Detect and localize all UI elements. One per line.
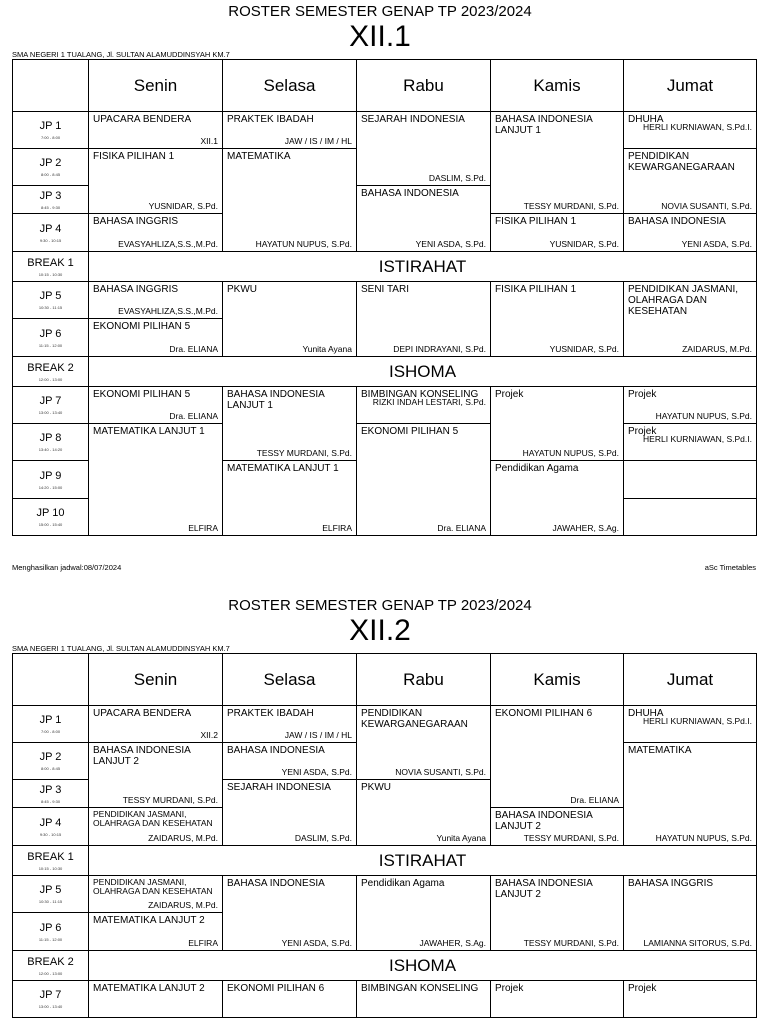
period-jp-1 xyxy=(13,706,89,743)
period-label: JP 4 xyxy=(39,222,62,235)
lesson-teacher: TESSY MURDANI, S.Pd. xyxy=(122,795,218,805)
lesson-cell xyxy=(491,808,624,846)
lesson-subject: BAHASA INDONESIA LANJUT 1 xyxy=(227,389,325,411)
lesson-teacher: Dra. ELIANA xyxy=(169,411,218,421)
lesson-cell xyxy=(223,149,357,252)
day-header-jumat: Jumat xyxy=(624,60,757,112)
day-header-rabu: Rabu xyxy=(357,654,491,706)
lesson-teacher: HAYATUN NUPUS, S.Pd. xyxy=(655,411,752,421)
header-corner xyxy=(13,654,89,706)
lesson-teacher: JAWAHER, S.Ag. xyxy=(419,938,486,948)
lesson-cell xyxy=(624,424,757,461)
class-name: XII.2 xyxy=(349,614,411,647)
lesson-subject: Projek xyxy=(495,389,524,400)
lesson-subject: FISIKA PILIHAN 1 xyxy=(495,216,577,227)
period-label: JP 2 xyxy=(39,157,62,169)
lesson-cell xyxy=(624,461,757,499)
lesson-cell xyxy=(624,743,757,846)
period-time: 12:00 - 13:00 xyxy=(38,376,63,382)
lesson-subject: Pendidikan Agama xyxy=(361,878,445,889)
lesson-subject: FISIKA PILIHAN 1 xyxy=(93,151,175,162)
timetable-grid xyxy=(12,59,757,536)
lesson-teacher: ZAIDARUS, M.Pd. xyxy=(148,900,218,910)
lesson-teacher: YENI ASDA, S.Pd. xyxy=(281,767,352,777)
lesson-cell xyxy=(357,981,491,1018)
lesson-cell xyxy=(491,214,624,252)
lesson-cell xyxy=(89,319,223,357)
lesson-subject: EKONOMI PILIHAN 5 xyxy=(93,389,191,400)
lesson-subject: MATEMATIKA LANJUT 1 xyxy=(227,463,339,474)
lesson-teacher: HERLI KURNIAWAN, S.Pd.I. xyxy=(643,122,752,132)
period-label: JP 7 xyxy=(39,395,62,407)
lesson-subject: PENDIDIKAN JASMANI, OLAHRAGA DAN KESEHATAN xyxy=(93,877,213,896)
lesson-cell xyxy=(491,876,624,951)
period-jp-2 xyxy=(13,743,89,780)
lesson-cell xyxy=(491,706,624,808)
lesson-cell xyxy=(89,424,223,536)
lesson-teacher: XII.1 xyxy=(200,136,218,146)
period-label: JP 7 xyxy=(39,989,62,1001)
generated-date: Menghasilkan jadwal:08/07/2024 xyxy=(12,563,122,572)
lesson-teacher: YENI ASDA, S.Pd. xyxy=(415,239,486,249)
lesson-teacher: YUSNIDAR, S.Pd. xyxy=(148,201,218,211)
lesson-cell xyxy=(624,499,757,536)
period-label: JP 1 xyxy=(39,120,62,132)
lesson-teacher: ZAIDARUS, M.Pd. xyxy=(148,833,218,843)
lesson-cell xyxy=(357,780,491,846)
period-time: 11:15 - 12:00 xyxy=(38,342,63,348)
period-label: JP 2 xyxy=(39,751,62,763)
lesson-cell xyxy=(89,706,223,743)
lesson-subject: BAHASA INGGRIS xyxy=(628,878,714,889)
break-row: ISTIRAHAT xyxy=(89,846,757,876)
lesson-cell xyxy=(357,186,491,252)
lesson-subject: EKONOMI PILIHAN 6 xyxy=(227,983,325,994)
day-header-rabu: Rabu xyxy=(357,60,491,112)
lesson-cell xyxy=(491,981,624,1018)
lesson-teacher: EVASYAHLIZA,S.S.,M.Pd. xyxy=(118,306,218,316)
lesson-subject: DHUHA xyxy=(628,114,664,125)
lesson-subject: UPACARA BENDERA xyxy=(93,708,192,719)
lesson-cell xyxy=(624,876,757,951)
lesson-subject: BAHASA INDONESIA LANJUT 2 xyxy=(93,745,191,767)
lesson-cell xyxy=(223,112,357,149)
lesson-subject: BAHASA INGGRIS xyxy=(93,216,179,227)
lesson-cell xyxy=(89,282,223,319)
lesson-teacher: HAYATUN NUPUS, S.Pd. xyxy=(522,448,619,458)
lesson-cell xyxy=(89,112,223,149)
lesson-subject: PRAKTEK IBADAH xyxy=(227,114,314,125)
lesson-teacher: ELFIRA xyxy=(322,523,352,533)
lesson-teacher: YUSNIDAR, S.Pd. xyxy=(549,239,619,249)
lesson-subject: PKWU xyxy=(227,284,257,295)
period-time: 10:15 - 10:30 xyxy=(38,865,63,871)
day-header-senin: Senin xyxy=(89,654,223,706)
lesson-subject: BAHASA INDONESIA LANJUT 2 xyxy=(495,878,593,900)
period-label: JP 4 xyxy=(39,816,62,829)
period-label: JP 8 xyxy=(39,432,62,444)
school-name: SMA NEGERI 1 TUALANG, Jl. SULTAN ALAMUDDINSYAH KM.7 xyxy=(12,50,230,59)
lesson-subject: BAHASA INGGRIS xyxy=(93,284,179,295)
lesson-teacher: DEPI INDRAYANI, S.Pd. xyxy=(393,344,486,354)
lesson-teacher: Dra. ELIANA xyxy=(169,344,218,354)
lesson-teacher: RIZKI INDAH LESTARI, S.Pd. xyxy=(372,397,486,407)
lesson-cell xyxy=(491,387,624,461)
lesson-cell xyxy=(89,913,223,951)
lesson-cell xyxy=(89,743,223,808)
lesson-subject: PENDIDIKAN JASMANI, OLAHRAGA DAN KESEHATAN xyxy=(628,284,739,317)
lesson-cell xyxy=(624,282,757,357)
lesson-subject: SEJARAH INDONESIA xyxy=(361,114,465,125)
day-header-selasa: Selasa xyxy=(223,60,357,112)
lesson-subject: SEJARAH INDONESIA xyxy=(227,782,331,793)
period-jp-10 xyxy=(13,499,89,536)
lesson-subject: BAHASA INDONESIA xyxy=(361,188,459,199)
roster-title: ROSTER SEMESTER GENAP TP 2023/2024 xyxy=(228,597,532,614)
day-header-kamis: Kamis xyxy=(491,654,624,706)
lesson-teacher: Yunita Ayana xyxy=(302,344,352,354)
class-name: XII.1 xyxy=(349,20,411,53)
lesson-subject: Projek xyxy=(628,389,657,400)
lesson-teacher: ZAIDARUS, M.Pd. xyxy=(682,344,752,354)
lesson-teacher: LAMIANNA SITORUS, S.Pd. xyxy=(643,938,752,948)
lesson-teacher: TESSY MURDANI, S.Pd. xyxy=(523,938,619,948)
period-time: 13:40 - 14:20 xyxy=(38,447,63,452)
lesson-subject: MATEMATIKA xyxy=(227,151,291,162)
period-time: 13:00 - 13:40 xyxy=(38,410,63,415)
lesson-cell xyxy=(89,876,223,913)
period-time: 8:00 - 8:45 xyxy=(40,766,61,771)
lesson-cell xyxy=(491,112,624,214)
lesson-subject: MATEMATIKA LANJUT 2 xyxy=(93,915,205,926)
period-label: JP 3 xyxy=(39,189,62,202)
lesson-teacher: HAYATUN NUPUS, S.Pd. xyxy=(255,239,352,249)
period-time: 12:00 - 13:00 xyxy=(38,970,63,976)
lesson-cell xyxy=(89,149,223,214)
period-break-1 xyxy=(13,252,89,282)
lesson-teacher: XII.2 xyxy=(200,730,218,740)
period-jp-8 xyxy=(13,424,89,461)
lesson-cell xyxy=(89,387,223,424)
period-time: 8:45 - 9:30 xyxy=(40,798,61,804)
lesson-cell xyxy=(357,282,491,357)
lesson-teacher: JAWAHER, S.Ag. xyxy=(552,523,619,533)
lesson-cell xyxy=(223,981,357,1018)
lesson-cell xyxy=(89,214,223,252)
period-time: 10:15 - 10:30 xyxy=(38,271,63,277)
lesson-cell xyxy=(223,706,357,743)
lesson-subject: MATEMATIKA LANJUT 2 xyxy=(93,983,205,994)
lesson-teacher: ELFIRA xyxy=(188,938,218,948)
lesson-teacher: NOVIA SUSANTI, S.Pd. xyxy=(661,201,752,211)
period-jp-1 xyxy=(13,112,89,149)
lesson-cell xyxy=(223,387,357,461)
lesson-teacher: ELFIRA xyxy=(188,523,218,533)
lesson-teacher: DASLIM, S.Pd. xyxy=(294,833,352,843)
period-break-2 xyxy=(13,357,89,387)
lesson-teacher: DASLIM, S.Pd. xyxy=(428,173,486,183)
period-time: 7:00 - 8:00 xyxy=(40,135,61,140)
lesson-cell xyxy=(89,808,223,846)
roster-xii-2 xyxy=(0,594,768,1024)
lesson-subject: BAHASA INDONESIA xyxy=(227,878,325,889)
period-jp-9 xyxy=(13,461,89,499)
period-time: 15:00 - 15:40 xyxy=(38,522,63,527)
lesson-subject: PKWU xyxy=(361,782,391,793)
period-jp-7 xyxy=(13,981,89,1018)
lesson-cell xyxy=(89,981,223,1018)
lesson-subject: PENDIDIKAN KEWARGANEGARAAN xyxy=(628,151,735,173)
lesson-cell xyxy=(357,876,491,951)
lesson-teacher: YUSNIDAR, S.Pd. xyxy=(549,344,619,354)
period-label: BREAK 2 xyxy=(27,955,74,968)
period-jp-4 xyxy=(13,214,89,252)
lesson-subject: BAHASA INDONESIA LANJUT 1 xyxy=(495,114,593,136)
break-row: ISHOMA xyxy=(89,951,757,981)
lesson-cell xyxy=(357,424,491,536)
period-label: JP 5 xyxy=(39,290,62,302)
asc-credit: aSc Timetables xyxy=(704,563,756,572)
lesson-subject: Projek xyxy=(628,983,657,994)
lesson-teacher: YENI ASDA, S.Pd. xyxy=(681,239,752,249)
lesson-teacher: HAYATUN NUPUS, S.Pd. xyxy=(655,833,752,843)
lesson-cell xyxy=(624,112,757,149)
lesson-teacher: EVASYAHLIZA,S.S.,M.Pd. xyxy=(118,239,218,249)
lesson-teacher: HERLI KURNIAWAN, S.Pd.I. xyxy=(643,434,752,444)
lesson-subject: EKONOMI PILIHAN 5 xyxy=(361,426,459,437)
lesson-subject: SENI TARI xyxy=(361,284,409,295)
lesson-teacher: Dra. ELIANA xyxy=(437,523,486,533)
lesson-teacher: JAW / IS / IM / HL xyxy=(284,136,352,146)
lesson-cell xyxy=(624,706,757,743)
period-label: BREAK 2 xyxy=(27,361,74,374)
period-time: 10:30 - 11:15 xyxy=(38,899,63,904)
period-label: BREAK 1 xyxy=(27,850,74,863)
lesson-cell xyxy=(223,876,357,951)
lesson-cell xyxy=(624,214,757,252)
lesson-teacher: TESSY MURDANI, S.Pd. xyxy=(256,448,352,458)
lesson-cell xyxy=(624,387,757,424)
school-name: SMA NEGERI 1 TUALANG, Jl. SULTAN ALAMUDDINSYAH KM.7 xyxy=(12,644,230,653)
period-label: BREAK 1 xyxy=(27,256,74,269)
lesson-subject: EKONOMI PILIHAN 5 xyxy=(93,321,191,332)
period-jp-3 xyxy=(13,780,89,808)
lesson-teacher: TESSY MURDANI, S.Pd. xyxy=(523,201,619,211)
timetable-grid xyxy=(12,653,757,1018)
period-jp-4 xyxy=(13,808,89,846)
period-label: JP 6 xyxy=(39,921,62,934)
lesson-subject: PENDIDIKAN KEWARGANEGARAAN xyxy=(361,708,468,730)
break-row: ISTIRAHAT xyxy=(89,252,757,282)
period-time: 13:00 - 13:40 xyxy=(38,1004,63,1009)
period-jp-6 xyxy=(13,913,89,951)
period-break-2 xyxy=(13,951,89,981)
period-jp-7 xyxy=(13,387,89,424)
lesson-teacher: JAW / IS / IM / HL xyxy=(284,730,352,740)
lesson-teacher: HERLI KURNIAWAN, S.Pd.I. xyxy=(643,716,752,726)
lesson-cell xyxy=(491,282,624,357)
period-time: 8:00 - 8:45 xyxy=(40,172,61,177)
lesson-subject: EKONOMI PILIHAN 6 xyxy=(495,708,593,719)
day-header-senin: Senin xyxy=(89,60,223,112)
period-break-1 xyxy=(13,846,89,876)
lesson-subject: BIMBINGAN KONSELING xyxy=(361,983,479,994)
lesson-cell xyxy=(223,780,357,846)
period-label: JP 6 xyxy=(39,327,62,340)
lesson-cell xyxy=(223,282,357,357)
break-row: ISHOMA xyxy=(89,357,757,387)
lesson-subject: PRAKTEK IBADAH xyxy=(227,708,314,719)
lesson-cell xyxy=(357,706,491,780)
lesson-cell xyxy=(223,461,357,536)
lesson-subject: BAHASA INDONESIA xyxy=(628,216,726,227)
lesson-subject: Pendidikan Agama xyxy=(495,463,579,474)
lesson-subject: FISIKA PILIHAN 1 xyxy=(495,284,577,295)
lesson-subject: MATEMATIKA LANJUT 1 xyxy=(93,426,205,437)
period-jp-6 xyxy=(13,319,89,357)
lesson-subject: UPACARA BENDERA xyxy=(93,114,192,125)
period-jp-5 xyxy=(13,876,89,913)
lesson-cell xyxy=(357,387,491,424)
lesson-subject: BAHASA INDONESIA xyxy=(227,745,325,756)
lesson-teacher: Yunita Ayana xyxy=(436,833,486,843)
period-time: 8:45 - 9:30 xyxy=(40,204,61,210)
period-time: 9:30 - 10:15 xyxy=(39,831,62,837)
lesson-subject: Projek xyxy=(628,426,657,437)
lesson-cell xyxy=(624,981,757,1018)
lesson-subject: BIMBINGAN KONSELING xyxy=(361,389,479,400)
day-header-kamis: Kamis xyxy=(491,60,624,112)
period-label: JP 3 xyxy=(39,783,62,796)
lesson-subject: MATEMATIKA xyxy=(628,745,692,756)
day-header-selasa: Selasa xyxy=(223,654,357,706)
lesson-cell xyxy=(491,461,624,536)
lesson-subject: Projek xyxy=(495,983,524,994)
lesson-teacher: YENI ASDA, S.Pd. xyxy=(281,938,352,948)
lesson-teacher: NOVIA SUSANTI, S.Pd. xyxy=(395,767,486,777)
period-time: 10:30 - 11:15 xyxy=(38,305,63,310)
lesson-subject: BAHASA INDONESIA LANJUT 2 xyxy=(495,810,593,832)
lesson-teacher: TESSY MURDANI, S.Pd. xyxy=(523,833,619,843)
lesson-cell xyxy=(223,743,357,780)
period-time: 14:20 - 15:00 xyxy=(38,484,63,490)
period-jp-2 xyxy=(13,149,89,186)
period-label: JP 9 xyxy=(39,469,62,482)
lesson-subject: DHUHA xyxy=(628,708,664,719)
period-label: JP 5 xyxy=(39,884,62,896)
period-time: 7:00 - 8:00 xyxy=(40,729,61,734)
lesson-teacher: Dra. ELIANA xyxy=(570,795,619,805)
period-jp-5 xyxy=(13,282,89,319)
lesson-cell xyxy=(357,112,491,186)
period-label: JP 10 xyxy=(36,507,65,519)
period-time: 9:30 - 10:15 xyxy=(39,237,62,243)
lesson-cell xyxy=(624,149,757,214)
period-time: 11:15 - 12:00 xyxy=(38,936,63,942)
day-header-jumat: Jumat xyxy=(624,654,757,706)
period-label: JP 1 xyxy=(39,714,62,726)
lesson-subject: PENDIDIKAN JASMANI, OLAHRAGA DAN KESEHATAN xyxy=(93,809,213,828)
header-corner xyxy=(13,60,89,112)
roster-title: ROSTER SEMESTER GENAP TP 2023/2024 xyxy=(228,3,532,20)
period-jp-3 xyxy=(13,186,89,214)
